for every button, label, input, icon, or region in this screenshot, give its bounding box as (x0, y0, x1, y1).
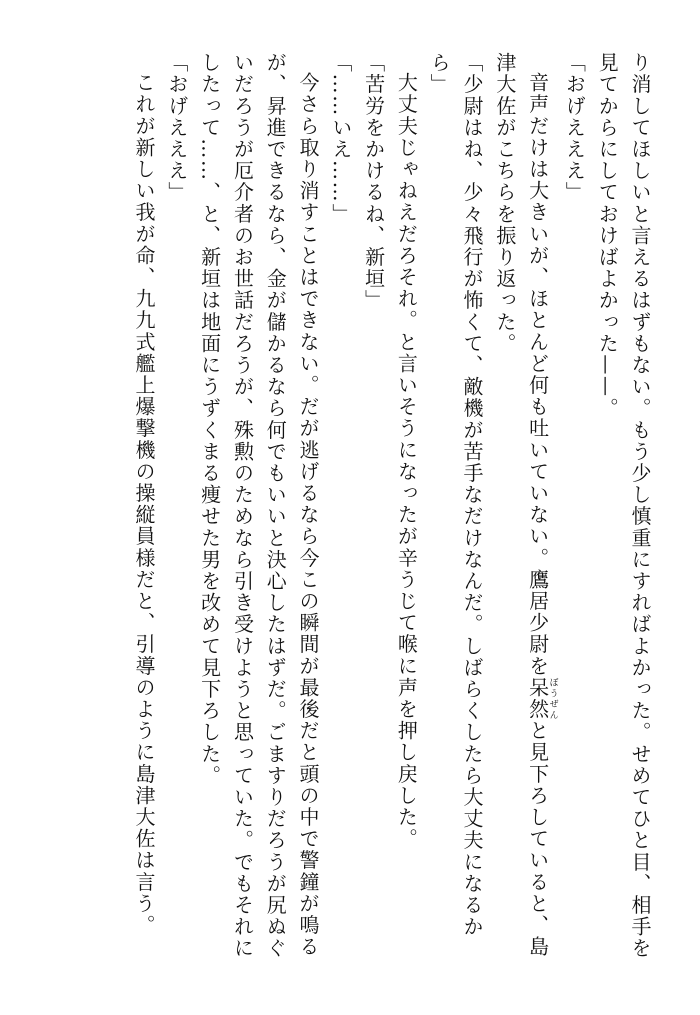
text-line: 津大佐がこちらを振り返った。 (492, 52, 517, 355)
dialogue-line: 「おげえええ」 (562, 52, 587, 204)
ruby-annotation: 呆然ぼうぜん (525, 676, 558, 721)
dialogue-line: 「……いえ……」 (328, 52, 353, 225)
text-line-with-ruby: 音声だけは大きいが、ほとんど何も吐いていない。鷹居少尉を呆然ぼうぜんと見下ろしていると、島 (525, 72, 558, 958)
text-line: いだろうが厄介者のお世話だろうが、殊勲のためなら引き受けようと思っていた。でもそれに (230, 52, 255, 960)
text-line: 見てからにしておけばよかった——。 (595, 52, 620, 420)
dialogue-line: 「苦労をかけるね、新垣」 (361, 52, 386, 312)
text-line: り消してほしいと言えるはずもない。もう少し慎重にすればよかった。せめてひと目、相手を (628, 52, 652, 960)
text-line: 今さら取り消すことはできない。だが逃げるなら今この瞬間が最後だと頭の中で警鐘が鳴る (296, 72, 321, 958)
vertical-text-body (127, 52, 656, 962)
dialogue-line: 「おげえええ」 (164, 52, 189, 204)
text-line: したって……、と、新垣は地面にうずくまる痩せた男を改めて見下ろした。 (197, 52, 222, 787)
text-line: ら」 (427, 52, 452, 96)
text-line: 大丈夫じゃねえだろそれ。と言いそうになったが辛うじて喉に声を押し戻した。 (394, 72, 419, 850)
dialogue-line: 「少尉はね、少々飛行が怖くて、敵機が苦手なだけなんだ。しばらくしたら大丈夫になるか (460, 52, 485, 938)
text-line: が、昇進できるなら、金が儲かるなら何でもいいと決心したはずだ。ごますりだろうが尻ぬぐ (263, 52, 288, 960)
text-line: これが新しい我が命、九九式艦上爆撃機の操縦員様だと、引導のように島津大佐は言う。 (132, 72, 157, 936)
